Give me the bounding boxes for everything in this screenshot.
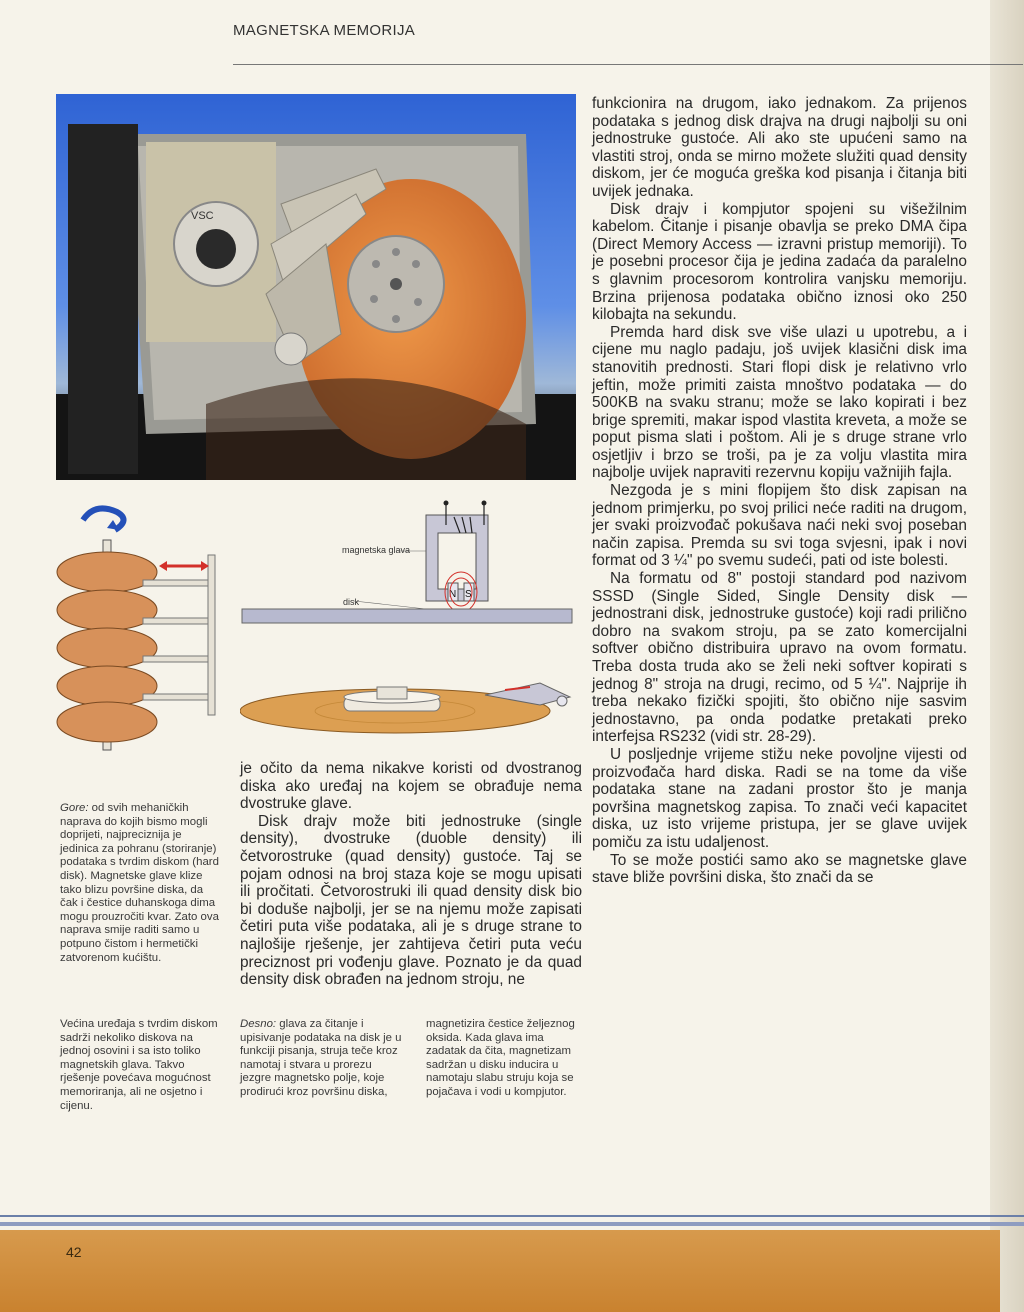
header-rule xyxy=(233,64,1023,65)
paragraph: Na formatu od 8" postoji standard pod nazivom SSSD (Single Sided, Single Density disk — jednostrani disk, jednostruke gustoće) koji radi prilično dobro na svakom stroju, pa se zato komercijalni softver obično distribuira upravo na ovom formatu. Treba dosta truda ako se želi neki softver kopirati s jednog 8" stroja na drugi, recimo, od 5 ¼". Najprije ih treba nekako fizički spojiti, što obično nije sasvim jednostavno, pa onda podatke pretakati preko interfejsa RS232 (vidi str. 28-29). xyxy=(592,570,967,746)
caption-top xyxy=(60,802,220,965)
middle-text-column xyxy=(240,760,582,989)
label-disk: disk xyxy=(343,597,360,607)
page-edge xyxy=(990,0,1024,1312)
running-header: MAGNETSKA MEMORIJA xyxy=(233,22,416,39)
paragraph: U posljednje vrijeme stižu neke povoljne vijesti od proizvođača hard diska. Radi se na tome da više podataka stane na zadani prostor što je manja površina magnetskog zapisa. To znači veći kapacitet diska, uz isto vrijeme pristupa, jer se glave uvijek pomiču za istu udaljenost. xyxy=(592,745,967,851)
paragraph: Disk drajv i kompjutor spojeni su višežilnim kabelom. Čitanje i pisanje obavlja se preko DMA čipa (Direct Memory Access — izravni pristup memoriji). To je posebni procesor čija je jedina zadaća da paralelno s glavnim procesorom kontrolira vanjsku memoriju. Brzina prijenosa podataka obično iznosi oko 250 kilobajta na sekundu. xyxy=(592,200,967,324)
page-number: 42 xyxy=(66,1244,82,1260)
paragraph: je očito da nema nikakve koristi od dvostranog diska ako uređaj na kojem se obrađuje nema dvostruke glave. xyxy=(240,760,582,813)
right-text-column xyxy=(592,95,967,887)
pole-s: S xyxy=(465,589,472,600)
footer-rule xyxy=(0,1215,1024,1217)
pole-n: N xyxy=(449,589,457,600)
paragraph: To se može postići samo ako se magnetske glave stave bliže površini diska, što znači da se xyxy=(592,851,967,887)
paragraph: Premda hard disk sve više ulazi u upotrebu, a i cijene mu naglo padaju, još uvijek klasični disk ima stanovitih prednosti. Stari flopi disk je relativno vrlo jeftin, može primiti zaista mnoštvo podataka — do 500KB na svaku stranu; može se lako kopirati i bez brige spremiti, makar ispod vlastita kreveta, a može se poput pisma slati i poštom. Ali je s druge strane vrlo osjetljiv i brzo se troši, pa je za volju vlastita mira najbolje uvijek napraviti rezervnu kopiju važnijih fajla. xyxy=(592,323,967,482)
paragraph: Disk drajv može biti jednostruke (single density), dvostruke (duoble density) ili četvorostruke (quad density) gustoće. Taj se pojam odnosi na broj staza koje se mogu upisati ili pročitati. Četvorostruki ili quad density disk bio bi doduše najbolji, jer se na njemu može zapisati četiri puta više podataka, ali je s druge strane to najlošije rješenje, jer zahtijeva četiri puta veću preciznost pri vođenju glave. Poznato je da quad density disk obrađen na jednom stroju, ne xyxy=(240,812,582,989)
caption-lead: Desno: xyxy=(240,1018,277,1030)
footer-rule xyxy=(0,1222,1024,1226)
caption-text: od svih mehaničkih naprava do kojih bismo mogli doprijeti, najpreciznija je jedinica za pohranu (storiranje) podataka s tvrdim diskom (hard disk). Magnetske glave klize tako blizu površine diska, da čak i čestice duhanskoga dima mogu prouzročiti kvar. Zato ova naprava smije raditi samo u potpuno čistom i hermetički zatvorenom kućištu. xyxy=(60,802,219,964)
paragraph: Nezgoda je s mini flopijem što disk zapisan na jednom primjerku, po svoj prilici neće raditi na drugom, jer svaki proizvođač pokušava naći neki svoj poseban način zapisa. Premda su svi toga svjesni, ipak i novi format od 3 ¼" po svemu sudeći, pati od iste bolesti. xyxy=(592,482,967,570)
hard-disk-photo xyxy=(56,94,576,480)
footer-band xyxy=(0,1230,1000,1312)
caption-text: glava za čitanje i upisivanje podataka na disk je u funkciji pisanja, struja teče kroz namotaj i stvara u prorezu jezgre magnetsko polje, koje prodirući kroz površinu diska, xyxy=(240,1018,402,1098)
label-magnetic-head: magnetska glava xyxy=(342,545,411,555)
rotation-arrow-icon xyxy=(83,508,124,530)
caption-right xyxy=(240,1018,405,1100)
vsc-label: VSC xyxy=(191,210,214,222)
magnetic-head-diagram xyxy=(240,495,585,630)
caption-lead: Gore: xyxy=(60,802,89,814)
disk-perspective-diagram xyxy=(240,675,585,755)
paragraph: funkcionira na drugom, iako jednakom. Za prijenos podataka s jednog disk drajva na drugi najbolji su oni jednostruke gustoće. Ali ako ste upućeni samo na vlastiti stroj, onda se mirno možete služiti quad density diskom, jer će moguća greška kod pisanja i čitanja biti uvijek jednaka. xyxy=(592,95,967,200)
caption-right-continued: magnetizira čestice željeznog oksida. Kada glava ima zadatak da čita, magnetizam sadržan u disku inducira u namotaju slabu struju koja se pojačava i vodi u kompjutor. xyxy=(426,1018,575,1098)
platter-stack-diagram xyxy=(55,500,225,760)
caption-multiple-disks: Većina uređaja s tvrdim diskom sadrži nekoliko diskova na jednoj osovini i sa isto toliko magnetskih glava. Takvo rješenje povećava mogućnost memoriranja, ali ne osjetno i cijenu. xyxy=(60,1018,218,1112)
